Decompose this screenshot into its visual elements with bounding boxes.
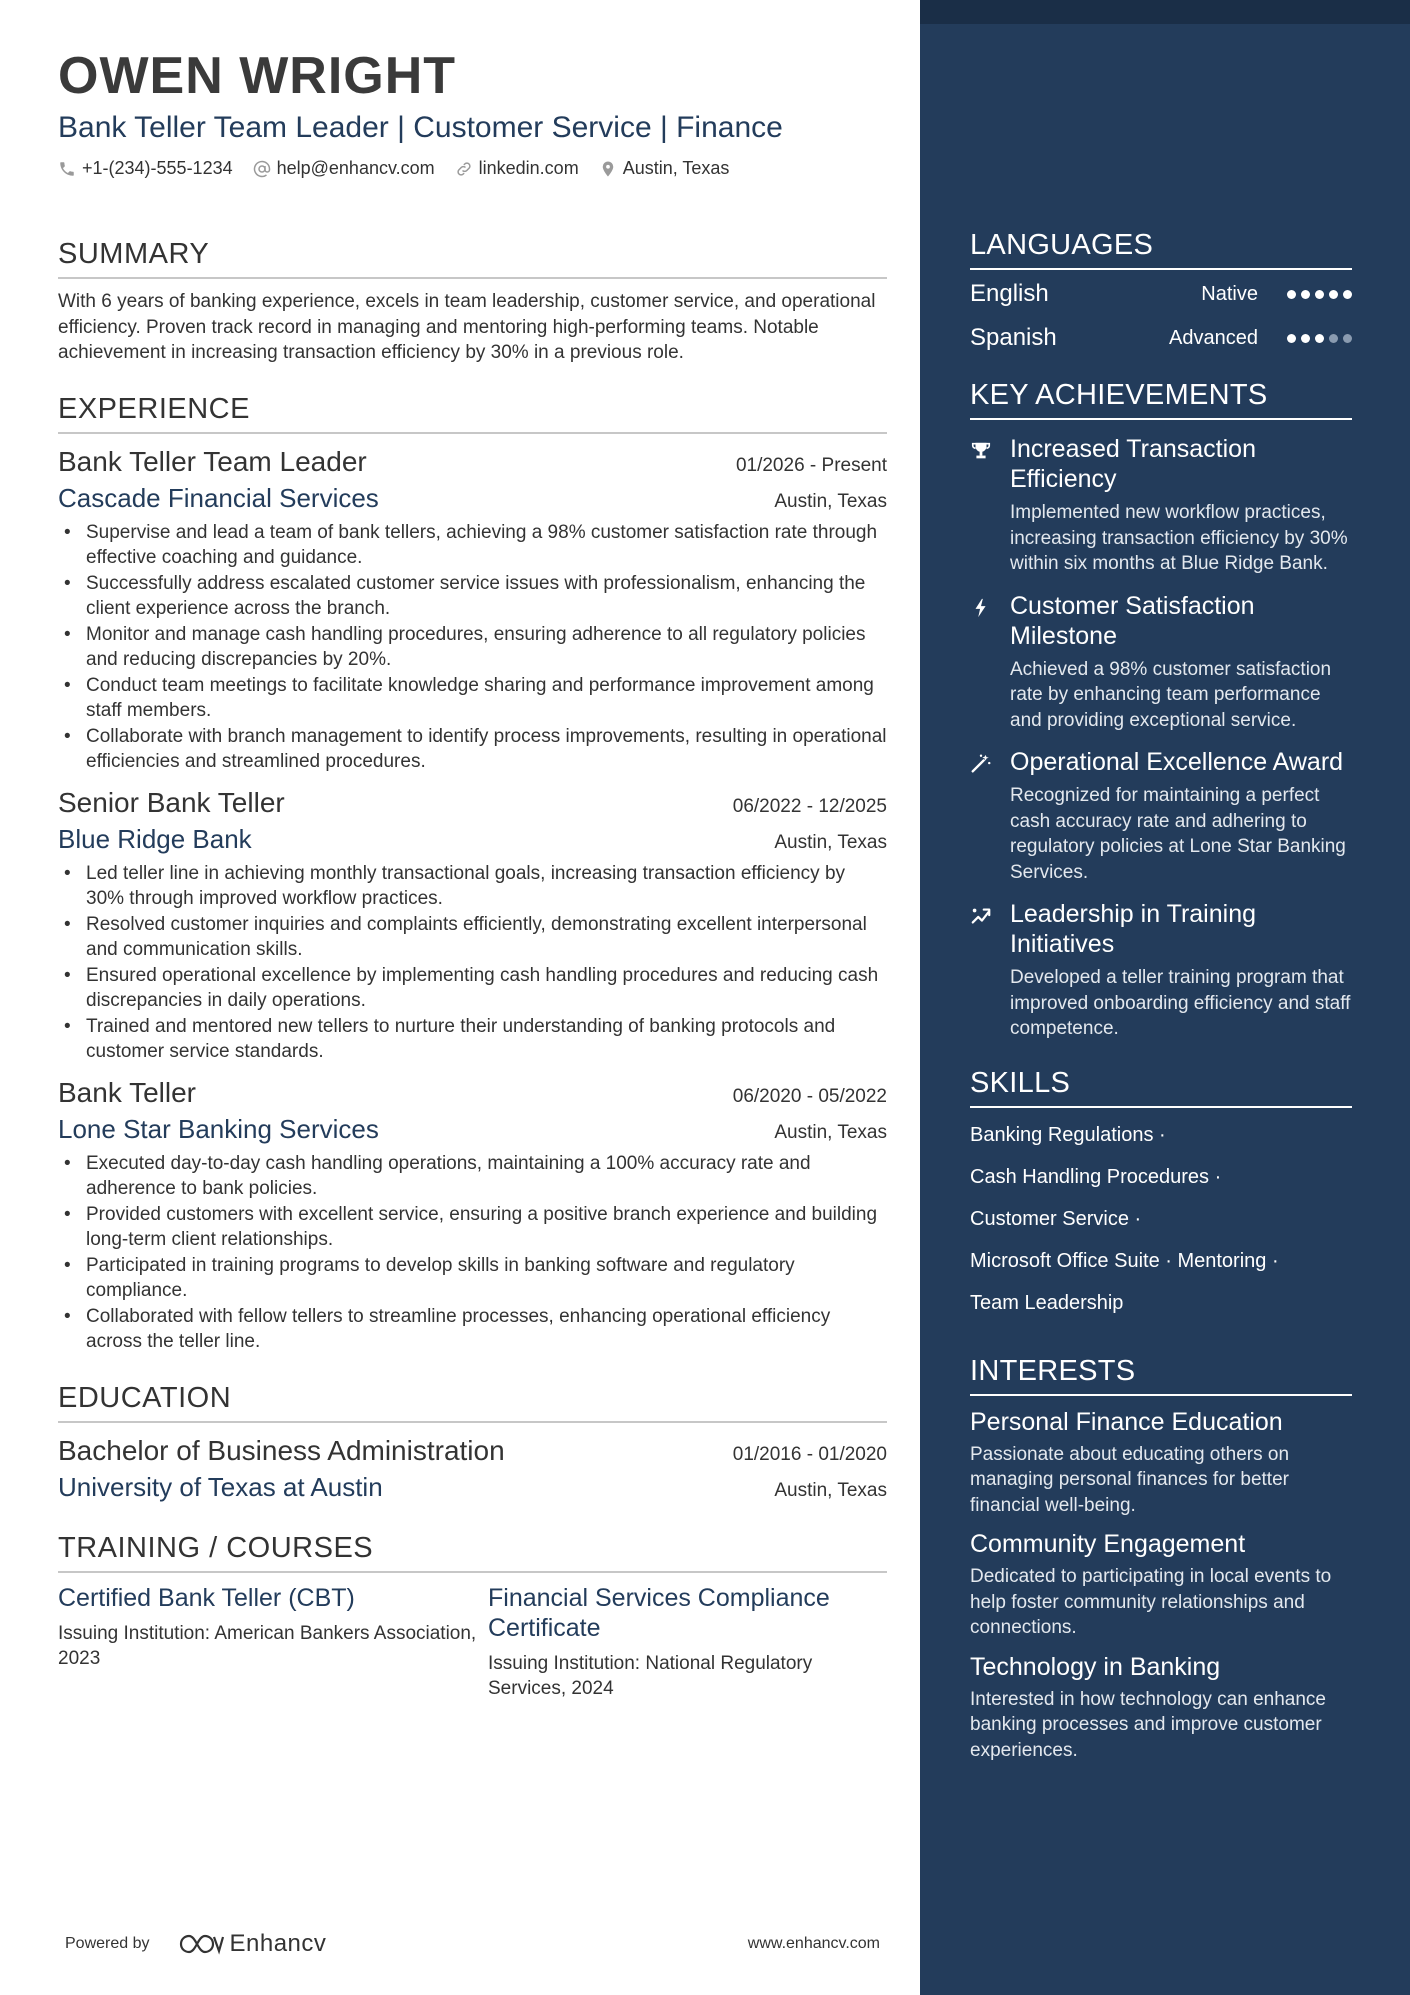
language-name: Spanish [970, 324, 1057, 351]
footer-url[interactable]: www.enhancv.com [747, 1935, 880, 1952]
at-icon [253, 160, 271, 178]
degree-name: Bachelor of Business Administration [58, 1434, 505, 1466]
main-column [58, 48, 887, 1702]
rating-dot [1343, 290, 1352, 299]
bullet-item: • Trained and mentored new tellers to nurture their understanding of banking protocols and customer service standards. [58, 1014, 887, 1065]
rating-dot [1315, 290, 1324, 299]
job-dates: 01/2026 - Present [735, 454, 887, 476]
phone-text: +1-(234)-555-1234 [82, 158, 233, 178]
achievement-item [970, 591, 1352, 734]
language-rating [1282, 290, 1352, 299]
course-title: Financial Services Compliance Certificate [488, 1583, 830, 1642]
achievement-title: Operational Excellence Award [1010, 748, 1344, 776]
job-location: Austin, Texas [774, 1121, 887, 1143]
location-pin-icon [599, 159, 617, 179]
summary-section [58, 237, 887, 366]
sidebar-top-bar [920, 0, 1410, 24]
language-item [970, 276, 1352, 312]
job-bullets [58, 520, 887, 775]
enhancv-logo-icon [178, 1932, 224, 1956]
experience-section [58, 392, 887, 1355]
course-item [58, 1583, 488, 1702]
job-title: Senior Bank Teller [58, 786, 285, 818]
training-title: TRAINING / COURSES [58, 1531, 887, 1573]
bullet-item: • Successfully address escalated customer service issues with professionalism, enhancing the client experience across the branch. [58, 571, 887, 622]
company-name: Blue Ridge Bank [58, 823, 252, 854]
company-name: Cascade Financial Services [58, 482, 379, 513]
interest-item [970, 1528, 1352, 1641]
bullet-item: • Participated in training programs to develop skills in banking software and regulatory compliance. [58, 1253, 887, 1304]
candidate-name: OWEN WRIGHT [58, 47, 457, 105]
languages-section [970, 228, 1352, 356]
job-title: Bank Teller Team Leader [58, 445, 367, 477]
skills-section [970, 1066, 1352, 1324]
interest-title: Personal Finance Education [970, 1407, 1283, 1436]
achievement-description: Recognized for maintaining a perfect cash accuracy rate and adhering to regulatory policies at Lone Star Banking Services. [1010, 785, 1346, 883]
bullet-item: • Collaborate with branch management to identify process improvements, resulting in operational efficiencies and streamlined procedures. [58, 724, 887, 775]
powered-by-label: Powered by [65, 1935, 150, 1952]
rating-dot [1343, 334, 1352, 343]
school-location: Austin, Texas [774, 1479, 887, 1501]
course-item [488, 1583, 887, 1702]
rating-dot [1301, 334, 1310, 343]
achievement-item [970, 434, 1352, 577]
language-rating [1282, 334, 1352, 343]
job-entry [58, 444, 887, 775]
job-entry [58, 785, 887, 1065]
phone-icon [58, 160, 76, 178]
bullet-item: • Conduct team meetings to facilitate knowledge sharing and performance improvement among staff members. [58, 673, 887, 724]
contact-email[interactable] [253, 158, 435, 179]
achievements-title: KEY ACHIEVEMENTS [970, 378, 1352, 420]
interest-title: Community Engagement [970, 1530, 1246, 1558]
achievement-description: Achieved a 98% customer satisfaction rate by enhancing team performance and providing exceptional service. [1010, 658, 1332, 731]
trophy-icon [970, 440, 992, 462]
bullet-item: • Monitor and manage cash handling procedures, ensuring adherence to all regulatory policies and reducing discrepancies by 20%. [58, 622, 887, 673]
education-entry [58, 1433, 887, 1505]
language-level: Native [1201, 282, 1258, 305]
job-dates: 06/2020 - 05/2022 [732, 1085, 887, 1107]
bullet-item: • Collaborated with fellow tellers to streamline processes, enhancing operational efficiency across the teller line. [58, 1304, 887, 1355]
achievement-description: Implemented new workflow practices, increasing transaction efficiency by 30% within six months at Blue Ridge Bank. [1010, 502, 1348, 574]
contact-phone[interactable] [58, 158, 233, 179]
contact-bar [58, 158, 887, 179]
bullet-item: • Ensured operational excellence by implementing cash handling procedures and reducing cash discrepancies in daily operations. [58, 963, 887, 1014]
rating-dot [1287, 290, 1296, 299]
skill-item: Customer Service · [970, 1207, 1142, 1230]
interest-item [970, 1406, 1352, 1519]
job-bullets [58, 861, 887, 1065]
bullet-item: • Executed day-to-day cash handling operations, maintaining a 100% accuracy rate and adherence to bank policies. [58, 1151, 887, 1202]
course-list [58, 1583, 887, 1702]
rating-dot [1287, 334, 1296, 343]
interest-description: Dedicated to participating in local events to help foster community relationships and connections. [970, 1566, 1332, 1638]
skills-list [970, 1114, 1352, 1324]
education-section [58, 1381, 887, 1505]
job-location: Austin, Texas [774, 490, 887, 512]
interests-section [970, 1354, 1352, 1764]
job-dates: 06/2022 - 12/2025 [732, 795, 887, 817]
achievement-title: Customer Satisfaction Milestone [1010, 591, 1255, 650]
summary-title: SUMMARY [58, 237, 887, 279]
training-section [58, 1531, 887, 1702]
candidate-headline: Bank Teller Team Leader | Customer Service | Finance [58, 111, 783, 144]
company-name: Lone Star Banking Services [58, 1113, 379, 1144]
contact-location [599, 158, 730, 179]
course-title: Certified Bank Teller (CBT) [58, 1583, 355, 1612]
education-title: EDUCATION [58, 1381, 887, 1423]
achievement-item [970, 899, 1352, 1042]
lightning-icon [970, 597, 992, 619]
achievement-title: Leadership in Training Initiatives [1010, 900, 1256, 958]
achievement-title: Increased Transaction Efficiency [1010, 435, 1256, 493]
job-title: Bank Teller [58, 1076, 197, 1108]
course-description: Issuing Institution: American Bankers Association, 2023 [58, 1622, 477, 1669]
rating-dot [1329, 334, 1338, 343]
bullet-item: • Led teller line in achieving monthly transactional goals, increasing transaction efficiency by 30% through improved workflow practices. [58, 861, 887, 912]
interest-title: Technology in Banking [970, 1652, 1221, 1681]
rating-dot [1329, 290, 1338, 299]
achievements-section [970, 378, 1352, 1042]
interest-description: Interested in how technology can enhance banking processes and improve customer experiences. [970, 1688, 1326, 1761]
skill-item: Cash Handling Procedures · [970, 1165, 1222, 1188]
sidebar-column [970, 228, 1352, 1763]
interest-item [970, 1651, 1352, 1764]
magic-wand-icon [970, 753, 992, 775]
education-dates: 01/2016 - 01/2020 [732, 1443, 887, 1465]
bullet-item: • Resolved customer inquiries and complaints efficiently, demonstrating excellent interpersonal and communication skills. [58, 912, 887, 963]
skills-title: SKILLS [970, 1066, 1352, 1108]
rating-dot [1315, 334, 1324, 343]
location-text: Austin, Texas [622, 158, 730, 178]
language-item [970, 320, 1352, 356]
job-location: Austin, Texas [774, 831, 887, 853]
summary-text: With 6 years of banking experience, excels in team leadership, customer service, and operational efficiency. Proven track record in managing and mentoring high-performing teams. Notable achievement in increasing transaction efficiency by 30% in a previous role. [58, 291, 876, 363]
job-entry [58, 1075, 887, 1355]
link-icon [455, 160, 473, 178]
growth-arrow-icon [970, 905, 992, 927]
email-text: help@enhancv.com [276, 158, 435, 178]
brand-name: Enhancv [229, 1930, 327, 1957]
experience-title: EXPERIENCE [58, 392, 887, 434]
interests-title: INTERESTS [970, 1354, 1352, 1396]
contact-linkedin[interactable] [455, 158, 579, 179]
job-bullets [58, 1151, 887, 1355]
interest-description: Passionate about educating others on managing personal finances for better financial well-being. [970, 1443, 1290, 1516]
language-level: Advanced [1169, 326, 1258, 349]
rating-dot [1301, 290, 1310, 299]
skill-item: Microsoft Office Suite · Mentoring · [970, 1249, 1279, 1272]
bullet-item: • Supervise and lead a team of bank tellers, achieving a 98% customer satisfaction rate through effective coaching and guidance. [58, 520, 887, 571]
language-name: English [970, 280, 1049, 307]
course-description: Issuing Institution: National Regulatory Services, 2024 [488, 1652, 813, 1699]
school-name: University of Texas at Austin [58, 1471, 383, 1502]
linkedin-text: linkedin.com [478, 158, 579, 178]
skill-item: Team Leadership [970, 1291, 1124, 1314]
achievement-item [970, 747, 1352, 885]
achievement-description: Developed a teller training program that improved onboarding efficiency and staff competence. [1010, 967, 1351, 1039]
languages-title: LANGUAGES [970, 228, 1352, 270]
bullet-item: • Provided customers with excellent service, ensuring a positive branch experience and building long-term client relationships. [58, 1202, 887, 1253]
footer [65, 1930, 880, 1958]
skill-item: Banking Regulations · [970, 1123, 1166, 1146]
footer-branding [65, 1930, 326, 1958]
